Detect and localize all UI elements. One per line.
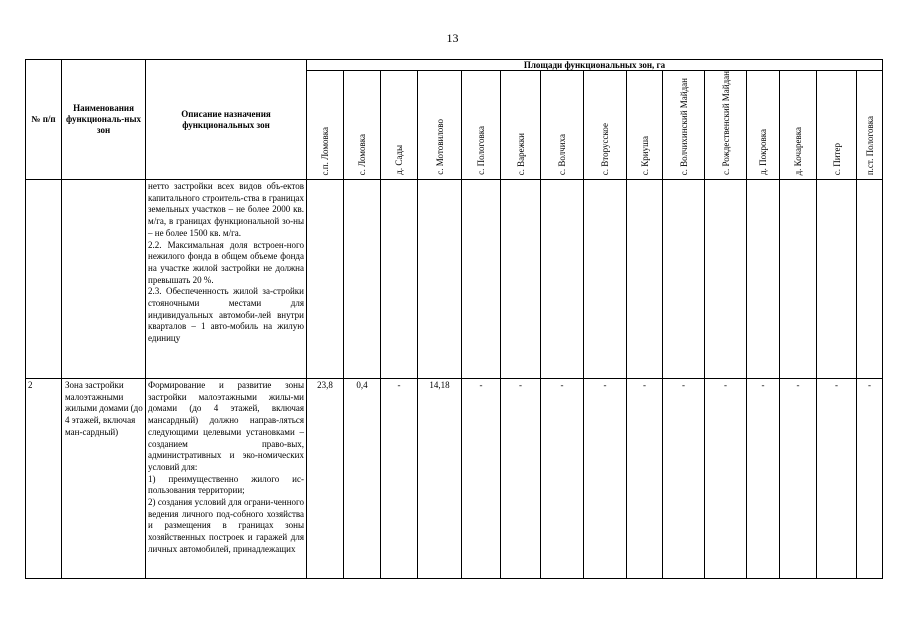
area-value: - (780, 379, 817, 579)
settlement-label: с. Ломовка (357, 133, 367, 175)
page-number: 13 (446, 31, 459, 45)
header-num: № п/п (26, 60, 62, 180)
table-row (26, 379, 883, 579)
description-paragraph: 2.3. Обеспеченность жилой за-стройки стояночными местами для индивидуальных автомоби-лей внутри кварталов – 1 авто-мобиль на жилую единицу (148, 286, 304, 344)
area-value (501, 180, 541, 379)
area-value: 23,8 (307, 379, 344, 579)
row-number (26, 180, 62, 379)
description-paragraph: 1) преимущественно жилого ис-пользования территории; (148, 473, 304, 496)
area-value: - (705, 379, 747, 579)
header-settlement (381, 71, 418, 180)
area-value (857, 180, 883, 379)
area-value: - (381, 379, 418, 579)
settlement-label: с. Пологовка (476, 126, 486, 175)
area-value (627, 180, 663, 379)
settlement-label: с. Волчиха (557, 133, 567, 175)
header-settlement (627, 71, 663, 180)
header-settlement (501, 71, 541, 180)
table-row (26, 180, 883, 379)
area-value: 0,4 (344, 379, 381, 579)
description-paragraph: Формирование и развитие зоны застройки малоэтажными жилы-ми домами (до 4 этажей, включая мансардный) должно направ-ляться следующими целевыми установками – созданием право-вых, административных и эко-номических условий для: (148, 380, 304, 472)
zone-name: Зона застройки малоэтажными жилыми домами (до 4 этажей, включая ман-сардный) (62, 379, 146, 579)
area-value: - (663, 379, 705, 579)
zone-description (146, 379, 307, 579)
settlement-label: с. Питер (831, 142, 842, 175)
header-settlement (747, 71, 780, 180)
header-zone-name: Наименования функциональ-ных зон (62, 60, 146, 180)
settlement-label: с. Рождественский Майдан (720, 71, 731, 175)
area-value (663, 180, 705, 379)
area-value: - (857, 379, 883, 579)
functional-zones-table (25, 59, 883, 579)
area-value: - (501, 379, 541, 579)
area-value (541, 180, 584, 379)
settlement-label: с.п. Ломовка (320, 126, 330, 175)
header-areas-group: Площади функциональных зон, га (307, 60, 883, 71)
area-value: - (462, 379, 501, 579)
header-settlement (541, 71, 584, 180)
header-settlement (663, 71, 705, 180)
settlement-label: д. Покровка (758, 129, 768, 175)
header-settlement (462, 71, 501, 180)
area-value (747, 180, 780, 379)
header-settlement (307, 71, 344, 180)
settlement-label: д. Кочаревка (793, 126, 803, 175)
area-value: - (817, 379, 857, 579)
area-value (418, 180, 462, 379)
settlement-label: п.ст. Пологовка (864, 115, 875, 175)
row-number: 2 (26, 379, 62, 579)
settlement-label: с. Криуша (639, 135, 650, 175)
header-settlement (418, 71, 462, 180)
area-value: - (541, 379, 584, 579)
area-value (381, 180, 418, 379)
area-value (705, 180, 747, 379)
description-paragraph: нетто застройки всех видов объ-ектов капитального строитель-ства в границах земельных участков – не более 2000 кв. м/га, в границах функциональной зо-ны – не более 1500 кв. м/га. (148, 181, 304, 238)
area-value: - (627, 379, 663, 579)
header-settlement (817, 71, 857, 180)
area-value (780, 180, 817, 379)
area-value (817, 180, 857, 379)
description-paragraph: 2.2. Максимальная доля встроен-ного нежилого фонда в общем объеме фонда на участке жилой застройки не должна превышать 20 %. (148, 239, 304, 285)
zone-name (62, 180, 146, 379)
area-value (462, 180, 501, 379)
area-value (307, 180, 344, 379)
header-settlement (705, 71, 747, 180)
settlement-label: с. Мотовилово (434, 119, 445, 175)
area-value: 14,18 (418, 379, 462, 579)
area-value (584, 180, 627, 379)
area-value (344, 180, 381, 379)
header-settlement (780, 71, 817, 180)
area-value: - (747, 379, 780, 579)
header-settlement (344, 71, 381, 180)
area-value: - (584, 379, 627, 579)
header-settlement (584, 71, 627, 180)
description-paragraph: 2) создания условий для ограни-ченного ведения личного под-собного хозяйства и размещения в границах зоны хозяйственных построек и гаражей для личных автомобилей, принадлежащих (148, 497, 304, 554)
header-settlement (857, 71, 883, 180)
settlement-label: д. Сады (394, 145, 404, 175)
header-description: Описание назначения функциональных зон (146, 60, 307, 180)
settlement-label: с. Вторусское (600, 122, 610, 175)
zone-description (146, 180, 307, 379)
settlement-label: с. Волчихинский Майдан (678, 77, 689, 175)
header-row-top (26, 60, 883, 71)
settlement-label: с. Варежки (515, 132, 526, 175)
